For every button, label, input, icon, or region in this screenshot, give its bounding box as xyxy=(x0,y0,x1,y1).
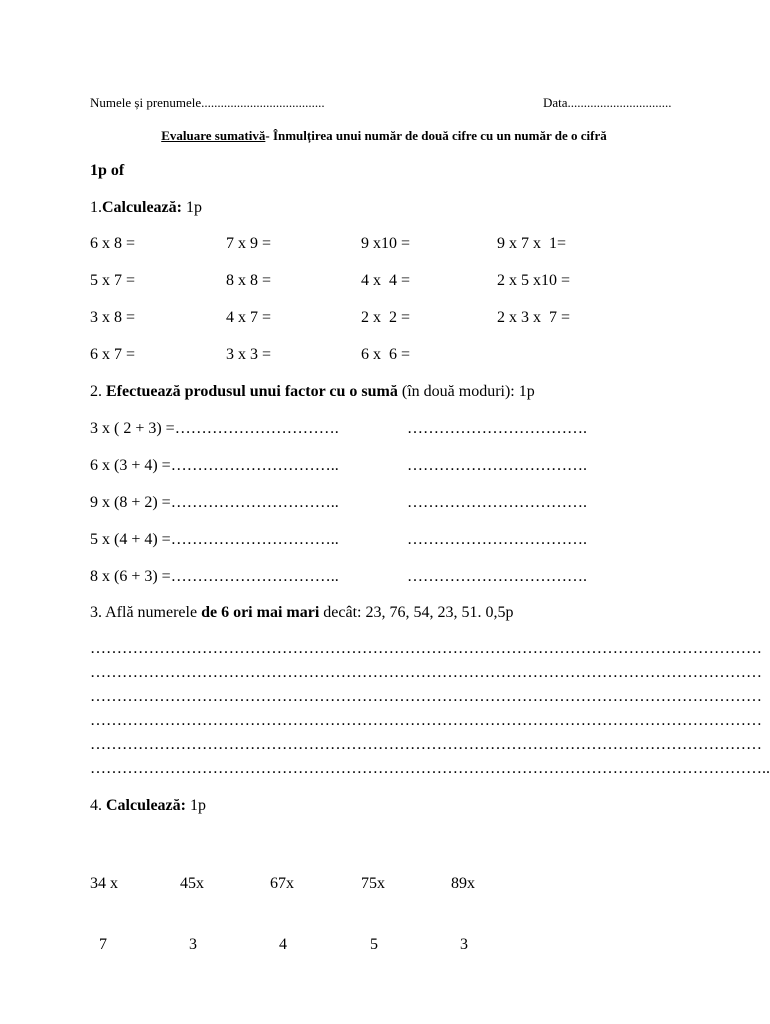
problem-multiplicand: 75x xyxy=(361,875,385,892)
exercise3-answer-line: ……………………………………………………………………………………………………………… xyxy=(90,736,762,753)
multiplication-problem xyxy=(180,833,204,975)
exercise1-cell: 5 x 7 = xyxy=(90,272,136,289)
title-text: - Înmulțirea unui număr de două cifre cu un număr de o cifră xyxy=(265,128,607,143)
exercise3-answer-line: ……………………………………………………………………………………………………………… xyxy=(90,664,762,681)
exercise3-number: 3. Află numerele xyxy=(90,604,202,621)
problem-multiplier: 3 xyxy=(460,936,468,953)
exercise1-points: 1p xyxy=(181,199,202,216)
multiplication-problem xyxy=(90,833,118,975)
exercise1-cell: 9 x 7 x 1= xyxy=(497,235,567,252)
exercise1-cell: 3 x 3 = xyxy=(226,346,272,363)
exercise2-answer-line: ……………………………. xyxy=(407,531,587,548)
problem-multiplicand: 89x xyxy=(451,875,475,892)
exercise1-cell: 4 x 7 = xyxy=(226,309,272,326)
exercise1-cell: 6 x 7 = xyxy=(90,346,136,363)
problem-multiplicand: 34 x xyxy=(90,875,118,892)
problem-multiplicand: 67x xyxy=(270,875,294,892)
exercise1-cell: 2 x 2 = xyxy=(361,309,411,326)
exercise2-instruction: Efectuează produsul unui factor cu o sumă xyxy=(106,383,398,400)
exercise3-answer-line: ……………………………………………………………………………………………………………… xyxy=(90,688,762,705)
date-field: Data................................ xyxy=(543,95,672,110)
exercise1-number: 1. xyxy=(90,199,102,216)
exercise2-expression: 3 x ( 2 + 3) =…………………………. xyxy=(90,420,339,437)
exercise2-expression: 5 x (4 + 4) =………………………….. xyxy=(90,531,339,548)
exercise2-answer-line: ……………………………. xyxy=(407,494,587,511)
problem-multiplier: 4 xyxy=(279,936,287,953)
worksheet-title xyxy=(0,128,768,144)
problem-multiplier: 3 xyxy=(189,936,197,953)
exercise1-cell: 3 x 8 = xyxy=(90,309,136,326)
exercise2-answer-line: ……………………………. xyxy=(407,420,587,437)
exercise3-answer-line: ……………………………………………………………………………………………………………… xyxy=(90,640,762,657)
exercise4-heading xyxy=(90,796,206,816)
exercise4-instruction: Calculează: xyxy=(106,797,186,814)
exercise2-number: 2. xyxy=(90,383,106,400)
exercise2-expression: 9 x (8 + 2) =………………………….. xyxy=(90,494,339,511)
exercise1-instruction: Calculează: xyxy=(102,199,182,216)
multiplication-problem xyxy=(361,833,385,975)
title-label: Evaluare sumativă xyxy=(161,128,266,143)
exercise1-cell: 6 x 8 = xyxy=(90,235,136,252)
exercise1-cell: 4 x 4 = xyxy=(361,272,411,289)
multiplication-problem xyxy=(270,833,294,975)
exercise2-expression: 8 x (6 + 3) =………………………….. xyxy=(90,568,339,585)
problem-multiplicand: 45x xyxy=(180,875,204,892)
exercise2-heading xyxy=(90,382,535,402)
exercise3-heading xyxy=(90,603,513,623)
multiplication-problem xyxy=(451,833,475,975)
exercise3-answer-line: ……………………………………………………………………………………………………………… xyxy=(90,712,762,729)
exercise1-heading xyxy=(90,198,202,218)
exercise1-cell: 2 x 3 x 7 = xyxy=(497,309,571,326)
exercise2-detail: (în două moduri): 1p xyxy=(397,383,535,400)
exercise4-number: 4. xyxy=(90,797,106,814)
exercise1-cell: 9 x10 = xyxy=(361,235,411,252)
student-name-field: Numele și prenumele...................................... xyxy=(90,95,325,110)
exercise2-answer-line: ……………………………. xyxy=(407,457,587,474)
problem-multiplier: 7 xyxy=(99,936,107,953)
exercise1-cell: 6 x 6 = xyxy=(361,346,411,363)
exercise1-cell: 7 x 9 = xyxy=(226,235,272,252)
problem-multiplier: 5 xyxy=(370,936,378,953)
exercise3-emphasis: de 6 ori mai mari xyxy=(201,604,320,621)
exercise4-points: 1p xyxy=(185,797,206,814)
exercise3-answer-line: ……………………………………………………………………………………………………………….. xyxy=(90,760,770,777)
exercise3-detail: decât: 23, 76, 54, 23, 51. 0,5p xyxy=(319,604,514,621)
score-note: 1p of xyxy=(90,162,125,179)
exercise1-cell: 2 x 5 x10 = xyxy=(497,272,571,289)
exercise2-answer-line: ……………………………. xyxy=(407,568,587,585)
exercise2-expression: 6 x (3 + 4) =………………………….. xyxy=(90,457,339,474)
exercise1-cell: 8 x 8 = xyxy=(226,272,272,289)
